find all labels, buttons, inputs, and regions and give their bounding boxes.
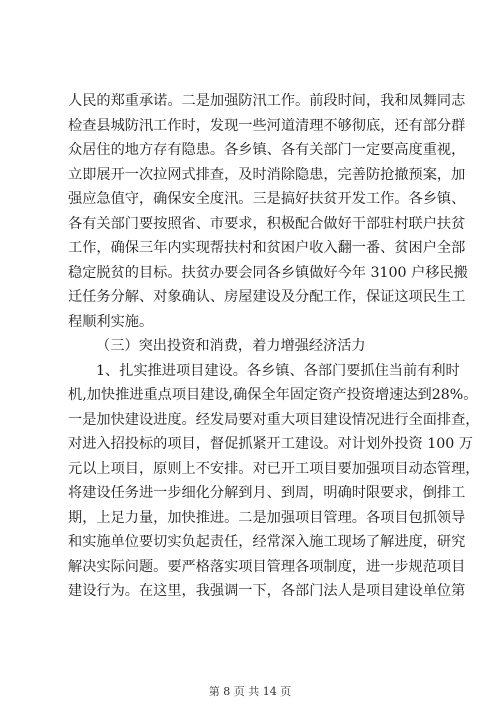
text-line: 迁任务分解、对象确认、房屋建设及分配工作，保证这项民生工 <box>68 289 466 305</box>
text-line: 各有关部门要按照省、市要求，积极配合做好干部驻村联户扶贫 <box>68 215 466 232</box>
text-line: 建设行为。在这里，我强调一下，各部门法人是项目建设单位第 <box>68 583 466 599</box>
text-line: 元以上项目，原则上不安排。对已开工项目要加强项目动态管理， <box>68 460 480 477</box>
text-line: 一是加快建设进度。经发局要对重大项目建设情况进行全面排查， <box>68 411 480 428</box>
text-line: 检查县城防汛工作时，发现一些河道清理不够彻底，还有部分群 <box>68 117 466 134</box>
text-line: 立即展开一次拉网式排查，及时消除隐患，完善防抢撤预案，加 <box>68 166 466 183</box>
text-line: 将建设任务进一步细化分解到月、到周，明确时限要求，倒排工 <box>68 485 466 501</box>
text-line: 机,加快推进重点项目建设,确保全年固定资产投资增速达到28%。 <box>68 387 478 403</box>
text-line: 期，上足力量，加快推进。二是加强项目管理。各项目包抓领导 <box>68 509 466 526</box>
text-line: 程顺利实施。 <box>68 313 154 330</box>
text-line: 工作，确保三年内实现帮扶村和贫困户收入翻一番、贫困户全部 <box>68 240 466 256</box>
text-line: 对进入招投标的项目，督促抓紧开工建设。对计划外投资 100 万 <box>68 436 473 452</box>
text-line: 众居住的地方存有隐患。各乡镇、各有关部门一定要高度重视， <box>68 142 466 158</box>
text-line: 强应急值守，确保安全度汛。三是搞好扶贫开发工作。各乡镇、 <box>68 191 466 207</box>
page-number-footer: 第 8 页 共 14 页 <box>208 685 292 698</box>
document-body <box>68 89 480 604</box>
section-heading: （三）突出投资和消费，着力增强经济活力 <box>96 338 366 354</box>
text-line: 人民的郑重承诺。二是加强防汛工作。前段时间，我和凤舞同志 <box>68 93 466 109</box>
text-line: 稳定脱贫的目标。扶贫办要会同各乡镇做好今年 3100 户移民搬 <box>68 264 468 281</box>
text-line: 1、扎实推进项目建设。各乡镇、各部门要抓住当前有利时 <box>96 362 460 379</box>
text-line: 解决实际问题。要严格落实项目管理各项制度，进一步规范项目 <box>68 558 466 575</box>
text-line: 和实施单位要切实负起责任，经常深入施工现场了解进度，研究 <box>68 534 466 550</box>
